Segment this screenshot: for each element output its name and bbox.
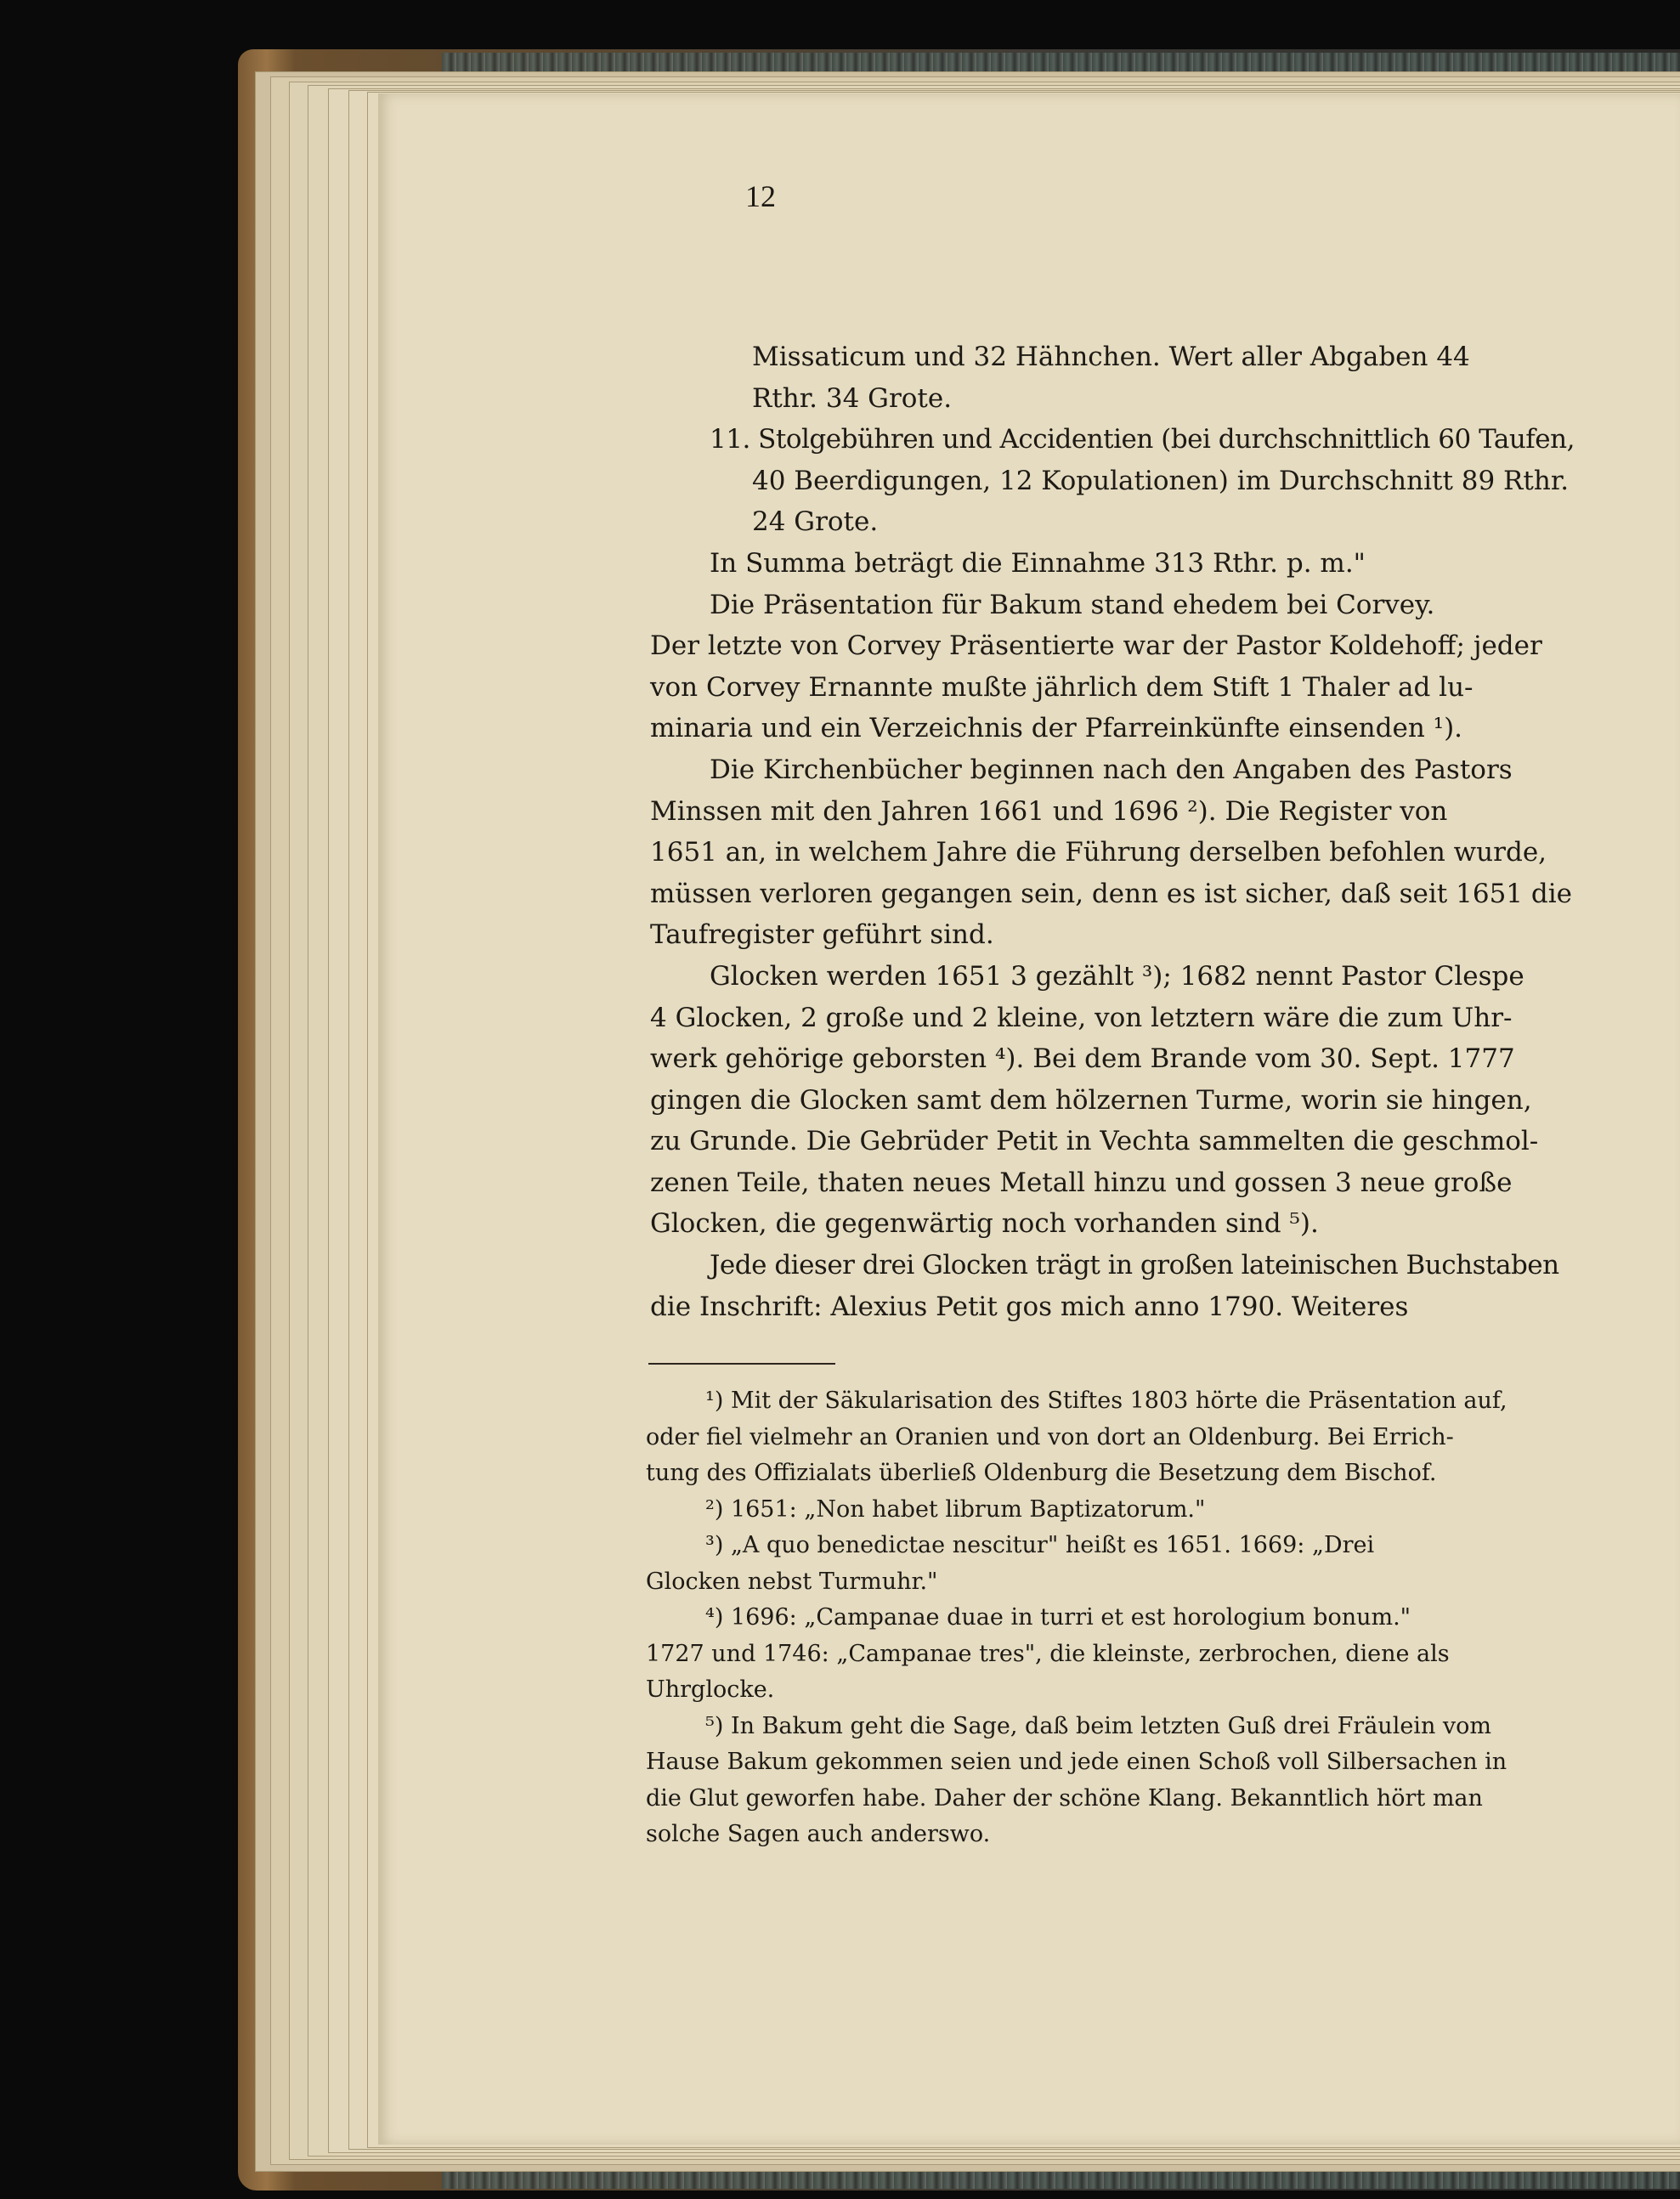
- footnote-separator: [648, 1363, 835, 1365]
- body-line: 4 Glocken, 2 große und 2 kleine, von letztern wäre die zum Uhr-: [650, 1002, 1513, 1033]
- footnote-line: ⁴) 1696: „Campanae duae in turri et est horologium bonum.": [705, 1604, 1411, 1631]
- footnotes: [646, 1383, 1574, 1853]
- footnote-line: Hause Bakum gekommen seien und jede einen Schoß voll Silbersachen in: [646, 1749, 1507, 1775]
- footnote-line: Uhrglocke.: [646, 1676, 775, 1703]
- body-line: müssen verloren gegangen sein, denn es ist sicher, daß seit 1651 die: [650, 878, 1572, 909]
- footnote-line: ¹) Mit der Säkularisation des Stiftes 1803 hörte die Präsentation auf,: [705, 1388, 1507, 1414]
- body-line: Missaticum und 32 Hähnchen. Wert aller Abgaben 44: [752, 342, 1470, 372]
- body-line: die Inschrift: Alexius Petit gos mich anno 1790. Weiteres: [650, 1291, 1409, 1322]
- footnote-line: solche Sagen auch anderswo.: [646, 1821, 991, 1847]
- body-line: Jede dieser drei Glocken trägt in großen lateinischen Buchstaben: [710, 1250, 1559, 1281]
- body-line: minaria und ein Verzeichnis der Pfarreinkünfte einsenden ¹).: [650, 713, 1463, 744]
- body-line: Der letzte von Corvey Präsentierte war der Pastor Koldehoff; jeder: [650, 630, 1542, 662]
- footnote-line: 1727 und 1746: „Campanae tres", die kleinste, zerbrochen, diene als: [646, 1640, 1450, 1667]
- body-line: Die Präsentation für Bakum stand ehedem bei Corvey.: [710, 589, 1435, 620]
- body-line: 1651 an, in welchem Jahre die Führung derselben befohlen wurde,: [650, 837, 1547, 868]
- footnote-line: die Glut geworfen habe. Daher der schöne Klang. Bekanntlich hört man: [646, 1784, 1483, 1812]
- body-line: 11. Stolgebühren und Accidentien (bei durchschnittlich 60 Taufen,: [710, 424, 1575, 455]
- footnote-line: ²) 1651: „Non habet librum Baptizatorum.": [705, 1495, 1206, 1523]
- footnote-line: oder fiel vielmehr an Oranien und von dort an Oldenburg. Bei Errich-: [646, 1423, 1454, 1450]
- body-line: In Summa beträgt die Einnahme 313 Rthr. p. m.": [710, 547, 1366, 579]
- body-text: [650, 336, 1576, 1327]
- body-line: Glocken werden 1651 3 gezählt ³); 1682 nennt Pastor Clespe: [710, 960, 1524, 992]
- page-number: 12: [745, 179, 776, 213]
- body-line: Minssen mit den Jahren 1661 und 1696 ²). Die Register von: [650, 795, 1448, 827]
- body-line: 40 Beerdigungen, 12 Kopulationen) im Durchschnitt 89 Rthr.: [752, 465, 1570, 496]
- body-line: von Corvey Ernannte mußte jährlich dem Stift 1 Thaler ad lu-: [650, 671, 1474, 703]
- body-line: 24 Grote.: [752, 506, 879, 538]
- body-line: zenen Teile, thaten neues Metall hinzu und gossen 3 neue große: [650, 1167, 1513, 1198]
- body-line: Glocken, die gegenwärtig noch vorhanden sind ⁵).: [650, 1208, 1319, 1240]
- footnote-line: ³) „A quo benedictae nescitur" heißt es 1651. 1669: „Drei: [705, 1532, 1375, 1558]
- body-line: Taufregister geführt sind.: [650, 919, 994, 951]
- body-line: Die Kirchenbücher beginnen nach den Angaben des Pastors: [710, 754, 1513, 785]
- body-line: Rthr. 34 Grote.: [752, 382, 953, 414]
- footnote-line: ⁵) In Bakum geht die Sage, daß beim letzten Guß drei Fräulein vom: [705, 1712, 1492, 1739]
- body-line: gingen die Glocken samt dem hölzernen Turme, worin sie hingen,: [650, 1084, 1532, 1116]
- body-line: zu Grunde. Die Gebrüder Petit in Vechta sammelten die geschmol-: [650, 1126, 1539, 1157]
- footnote-line: Glocken nebst Turmuhr.": [646, 1568, 938, 1595]
- footnote-line: tung des Offizialats überließ Oldenburg die Besetzung dem Bischof.: [646, 1460, 1437, 1486]
- body-line: werk gehörige geborsten ⁴). Bei dem Brande vom 30. Sept. 1777: [650, 1043, 1515, 1075]
